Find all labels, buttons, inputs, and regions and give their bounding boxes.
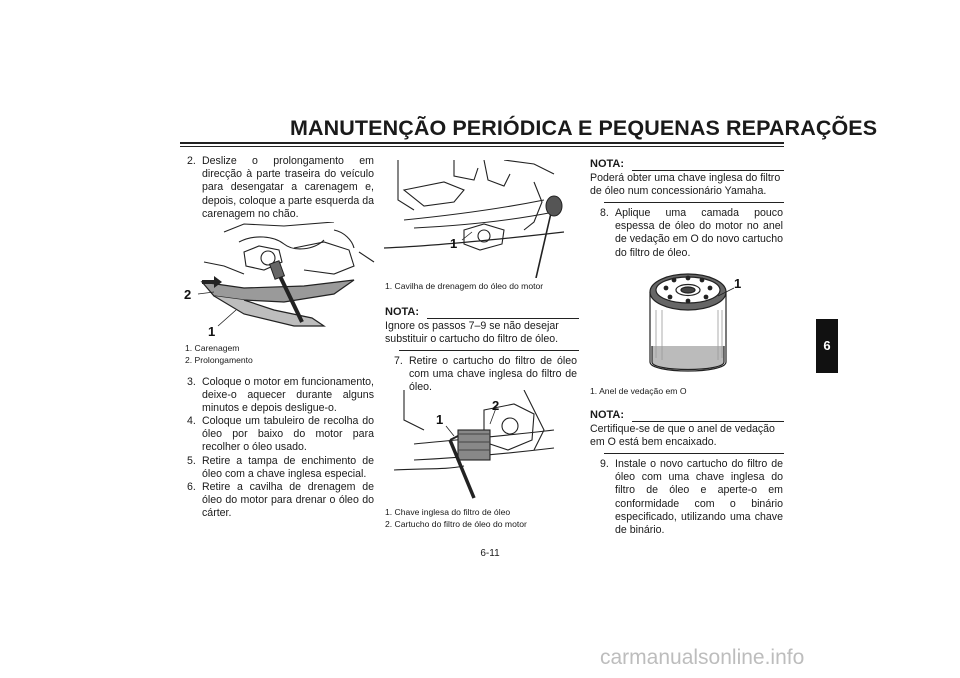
step-2 [187, 155, 375, 220]
step-text: Instale o novo cartucho do filtro de óleo com uma chave inglesa do filtro de óleo e aperte-o em conformidade com o binário especificado, utilizando uma chave de binário. [615, 458, 783, 537]
engine-line-art [398, 160, 554, 250]
callout-1: 1 [208, 324, 216, 339]
step-4 [187, 415, 375, 455]
note-rule-top [632, 170, 784, 171]
figure-drain-bolt [384, 160, 578, 278]
callout-2: 2 [492, 398, 500, 413]
header-rule-thin [180, 146, 784, 147]
step-number: 6. [187, 481, 196, 493]
step-text: Coloque um tabuleiro de recolha do óleo por baixo do motor para recolher o óleo usado. [202, 415, 374, 454]
step-7 [394, 355, 578, 394]
note-rule-bottom [604, 202, 784, 203]
note-label: NOTA: [590, 158, 625, 170]
step-number: 3. [187, 376, 196, 388]
page-number: 6-11 [480, 548, 500, 559]
note-box [590, 158, 784, 202]
note-rule-bottom [604, 453, 784, 454]
callout-1: 1 [450, 236, 458, 251]
step-9 [600, 458, 784, 537]
caption-line: 1. Carenagem [185, 343, 240, 353]
callout-2: 2 [184, 287, 192, 302]
step-text: Retire o cartucho do filtro de óleo com uma chave inglesa do filtro de óleo. [409, 355, 577, 394]
figure-3-captions [385, 507, 579, 530]
note-text: Ignore os passos 7–9 se não desejar substituir o cartucho do filtro de óleo. [385, 320, 559, 346]
note-rule-top [427, 318, 579, 319]
figure-2-caption: 1. Cavilha de drenagem do óleo do motor [385, 281, 544, 291]
step-number: 7. [394, 355, 403, 367]
extension-handle [270, 261, 285, 279]
fairing-part [202, 280, 354, 326]
note-box [385, 306, 579, 350]
figure-filter-wrench [384, 390, 578, 508]
pan-line [384, 232, 564, 248]
note-label: NOTA: [590, 409, 625, 421]
watermark-text[interactable]: carmanualsonline.info [600, 646, 805, 669]
note-text: Poderá obter uma chave inglesa do filtro de óleo num concessionário Yamaha. [590, 172, 781, 198]
step-3 [187, 376, 375, 416]
note-label: NOTA: [385, 306, 420, 318]
figure-fairing-removal [184, 222, 376, 340]
step-5 [187, 455, 375, 483]
step-text: Coloque o motor em funcionamento, deixe-o aquecer durante alguns minutos e depois desligue-o. [202, 376, 374, 415]
figure-oil-filter [630, 266, 750, 384]
step-8 [600, 207, 784, 263]
note-box [590, 409, 784, 453]
chapter-tab[interactable]: 6 [816, 319, 838, 373]
caption-line: 1. Chave inglesa do filtro de óleo [385, 507, 511, 517]
step-text: Aplique uma camada pouco espessa de óleo do motor no anel de vedação em O do novo cartucho do filtro de óleo. [615, 207, 783, 259]
page-title: MANUTENÇÃO PERIÓDICA E PEQUENAS REPARAÇÕES [290, 116, 878, 140]
callout-1: 1 [734, 276, 742, 291]
oil-filter-cartridge [458, 430, 490, 460]
engine-line-art [204, 222, 374, 274]
step-number: 9. [600, 458, 609, 470]
note-rule-bottom [399, 350, 579, 351]
step-6 [187, 481, 375, 520]
note-rule-top [632, 421, 784, 422]
step-number: 2. [187, 155, 196, 167]
step-number: 4. [187, 415, 196, 427]
step-number: 5. [187, 455, 196, 467]
note-text: Certifique-se de que o anel de vedação em O está bem encaixado. [590, 423, 775, 449]
callout-1: 1 [436, 412, 444, 427]
figure-4-caption: 1. Anel de vedação em O [590, 386, 687, 396]
step-number: 8. [600, 207, 609, 219]
step-text: Deslize o prolongamento em direcção à parte traseira do veículo para desengatar a carenagem e, depois, coloque a parte esquerda da carenagem no chão. [202, 155, 374, 220]
step-text: Retire a cavilha de drenagem de óleo do motor para drenar o óleo do cárter. [202, 481, 374, 520]
caption-line: 2. Prolongamento [185, 354, 253, 365]
figure-1-captions [185, 343, 375, 366]
step-text: Retire a tampa de enchimento de óleo com a chave inglesa especial. [202, 455, 374, 481]
wrench-head [546, 196, 562, 216]
filter-body [650, 274, 726, 371]
caption-line: 2. Cartucho do filtro de óleo do motor [385, 518, 527, 529]
header-rule [180, 142, 784, 144]
